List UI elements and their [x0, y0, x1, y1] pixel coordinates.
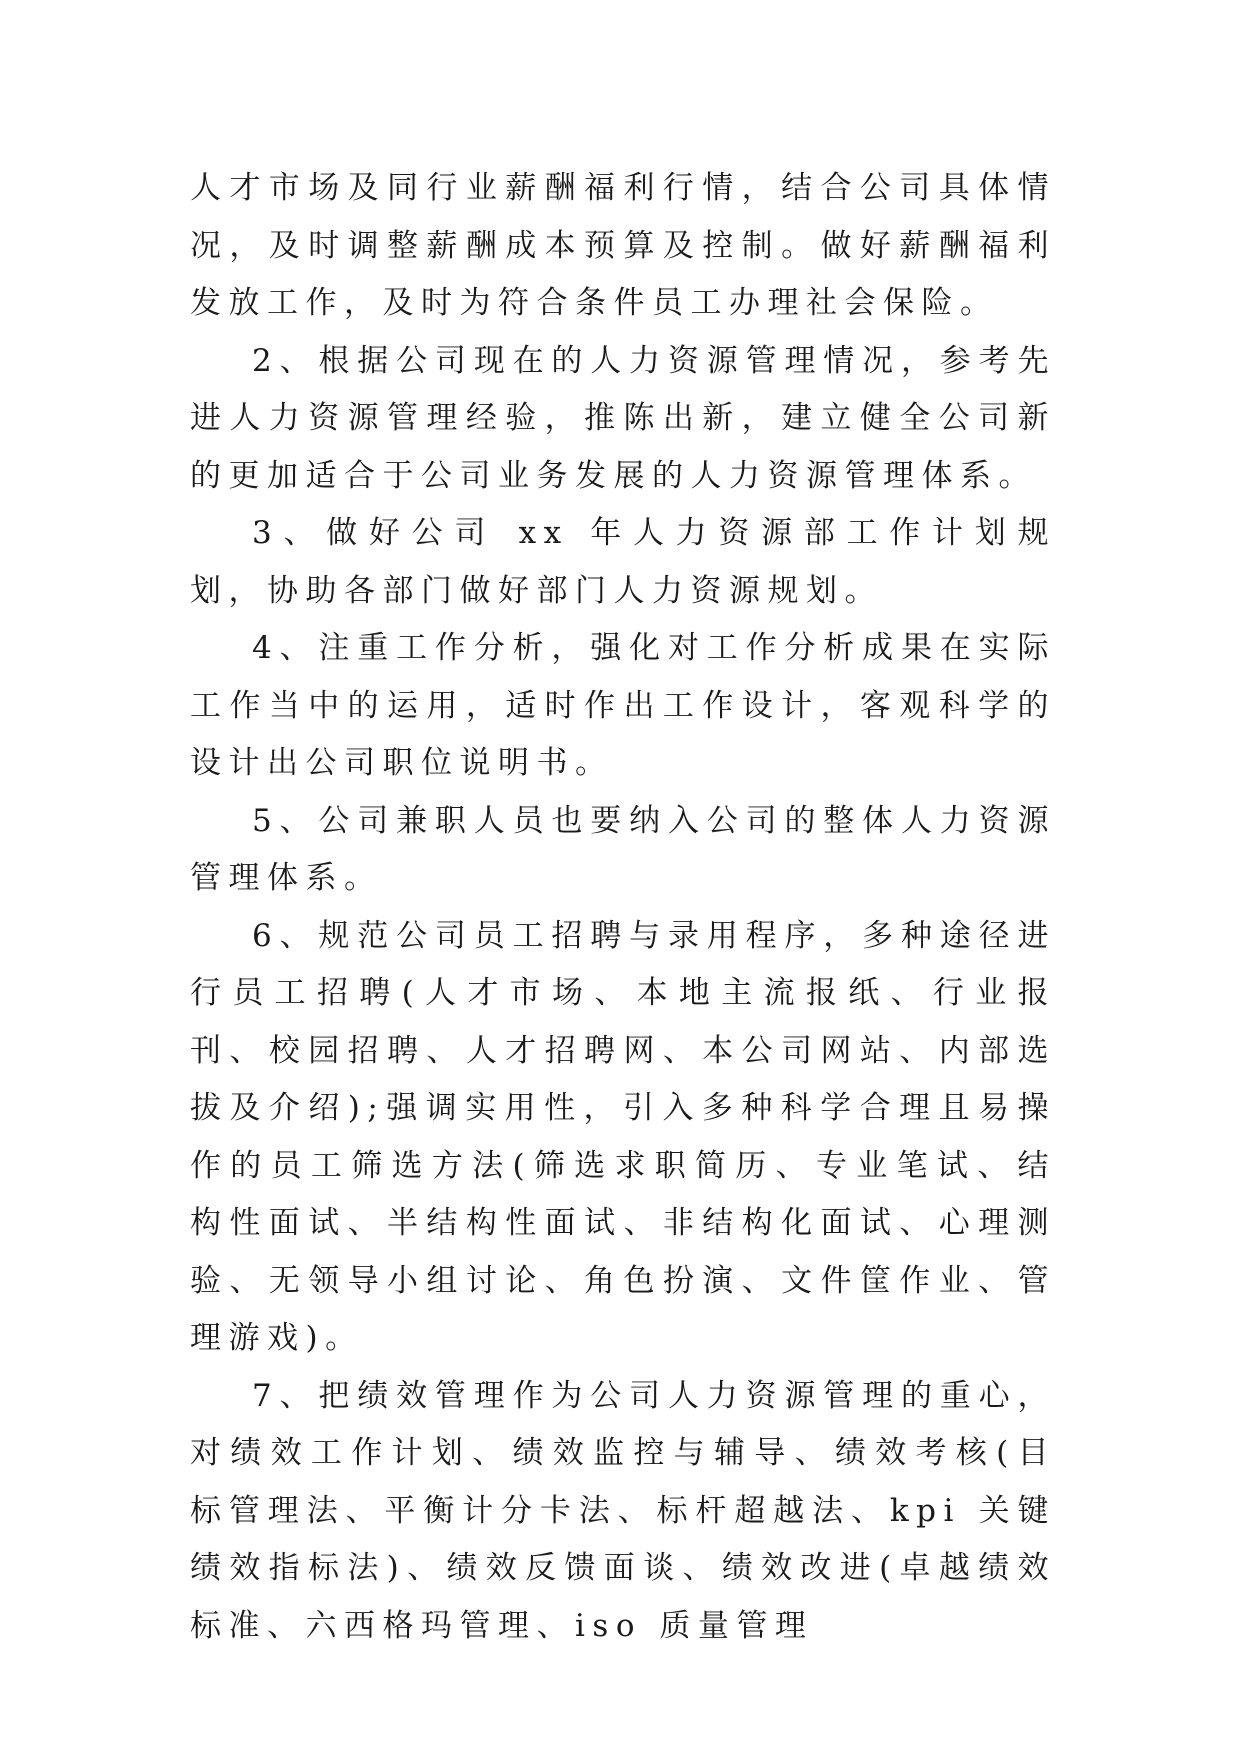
- document-body: [190, 160, 1056, 1655]
- paragraph-item-3: 3、做好公司 xx 年人力资源部工作计划规划，协助各部门做好部门人力资源规划。: [190, 515, 1056, 609]
- paragraph-item-4: 4、注重工作分析，强化对工作分析成果在实际工作当中的运用，适时作出工作设计，客观科学的设计出公司职位说明书。: [190, 630, 1056, 781]
- paragraph-item-2: 2、根据公司现在的人力资源管理情况，参考先进人力资源管理经验，推陈出新，建立健全公司新的更加适合于公司业务发展的人力资源管理体系。: [190, 342, 1056, 494]
- paragraph-continuation: 人才市场及同行业薪酬福利行情，结合公司具体情况，及时调整薪酬成本预算及控制。做好薪酬福利发放工作，及时为符合条件员工办理社会保险。: [190, 170, 1056, 321]
- paragraph-item-5: 5、公司兼职人员也要纳入公司的整体人力资源管理体系。: [190, 802, 1056, 896]
- paragraph-item-6: 6、规范公司员工招聘与录用程序，多种途径进行员工招聘(人才市场、本地主流报纸、行业报刊、校园招聘、人才招聘网、本公司网站、内部选拔及介绍);强调实用性，引入多种科学合理且易操作的员工筛选方法(筛选求职简历、专业笔试、结构性面试、半结构性面试、非结构化面试、心理测验、无领导小组讨论、角色扮演、文件筐作业、管理游戏)。: [190, 917, 1056, 1356]
- paragraph-item-7: 7、把绩效管理作为公司人力资源管理的重心，对绩效工作计划、绩效监控与辅导、绩效考核(目标管理法、平衡计分卡法、标杆超越法、kpi 关键绩效指标法)、绩效反馈面谈、绩效改进(卓越绩效标准、六西格玛管理、iso 质量管理: [190, 1377, 1056, 1644]
